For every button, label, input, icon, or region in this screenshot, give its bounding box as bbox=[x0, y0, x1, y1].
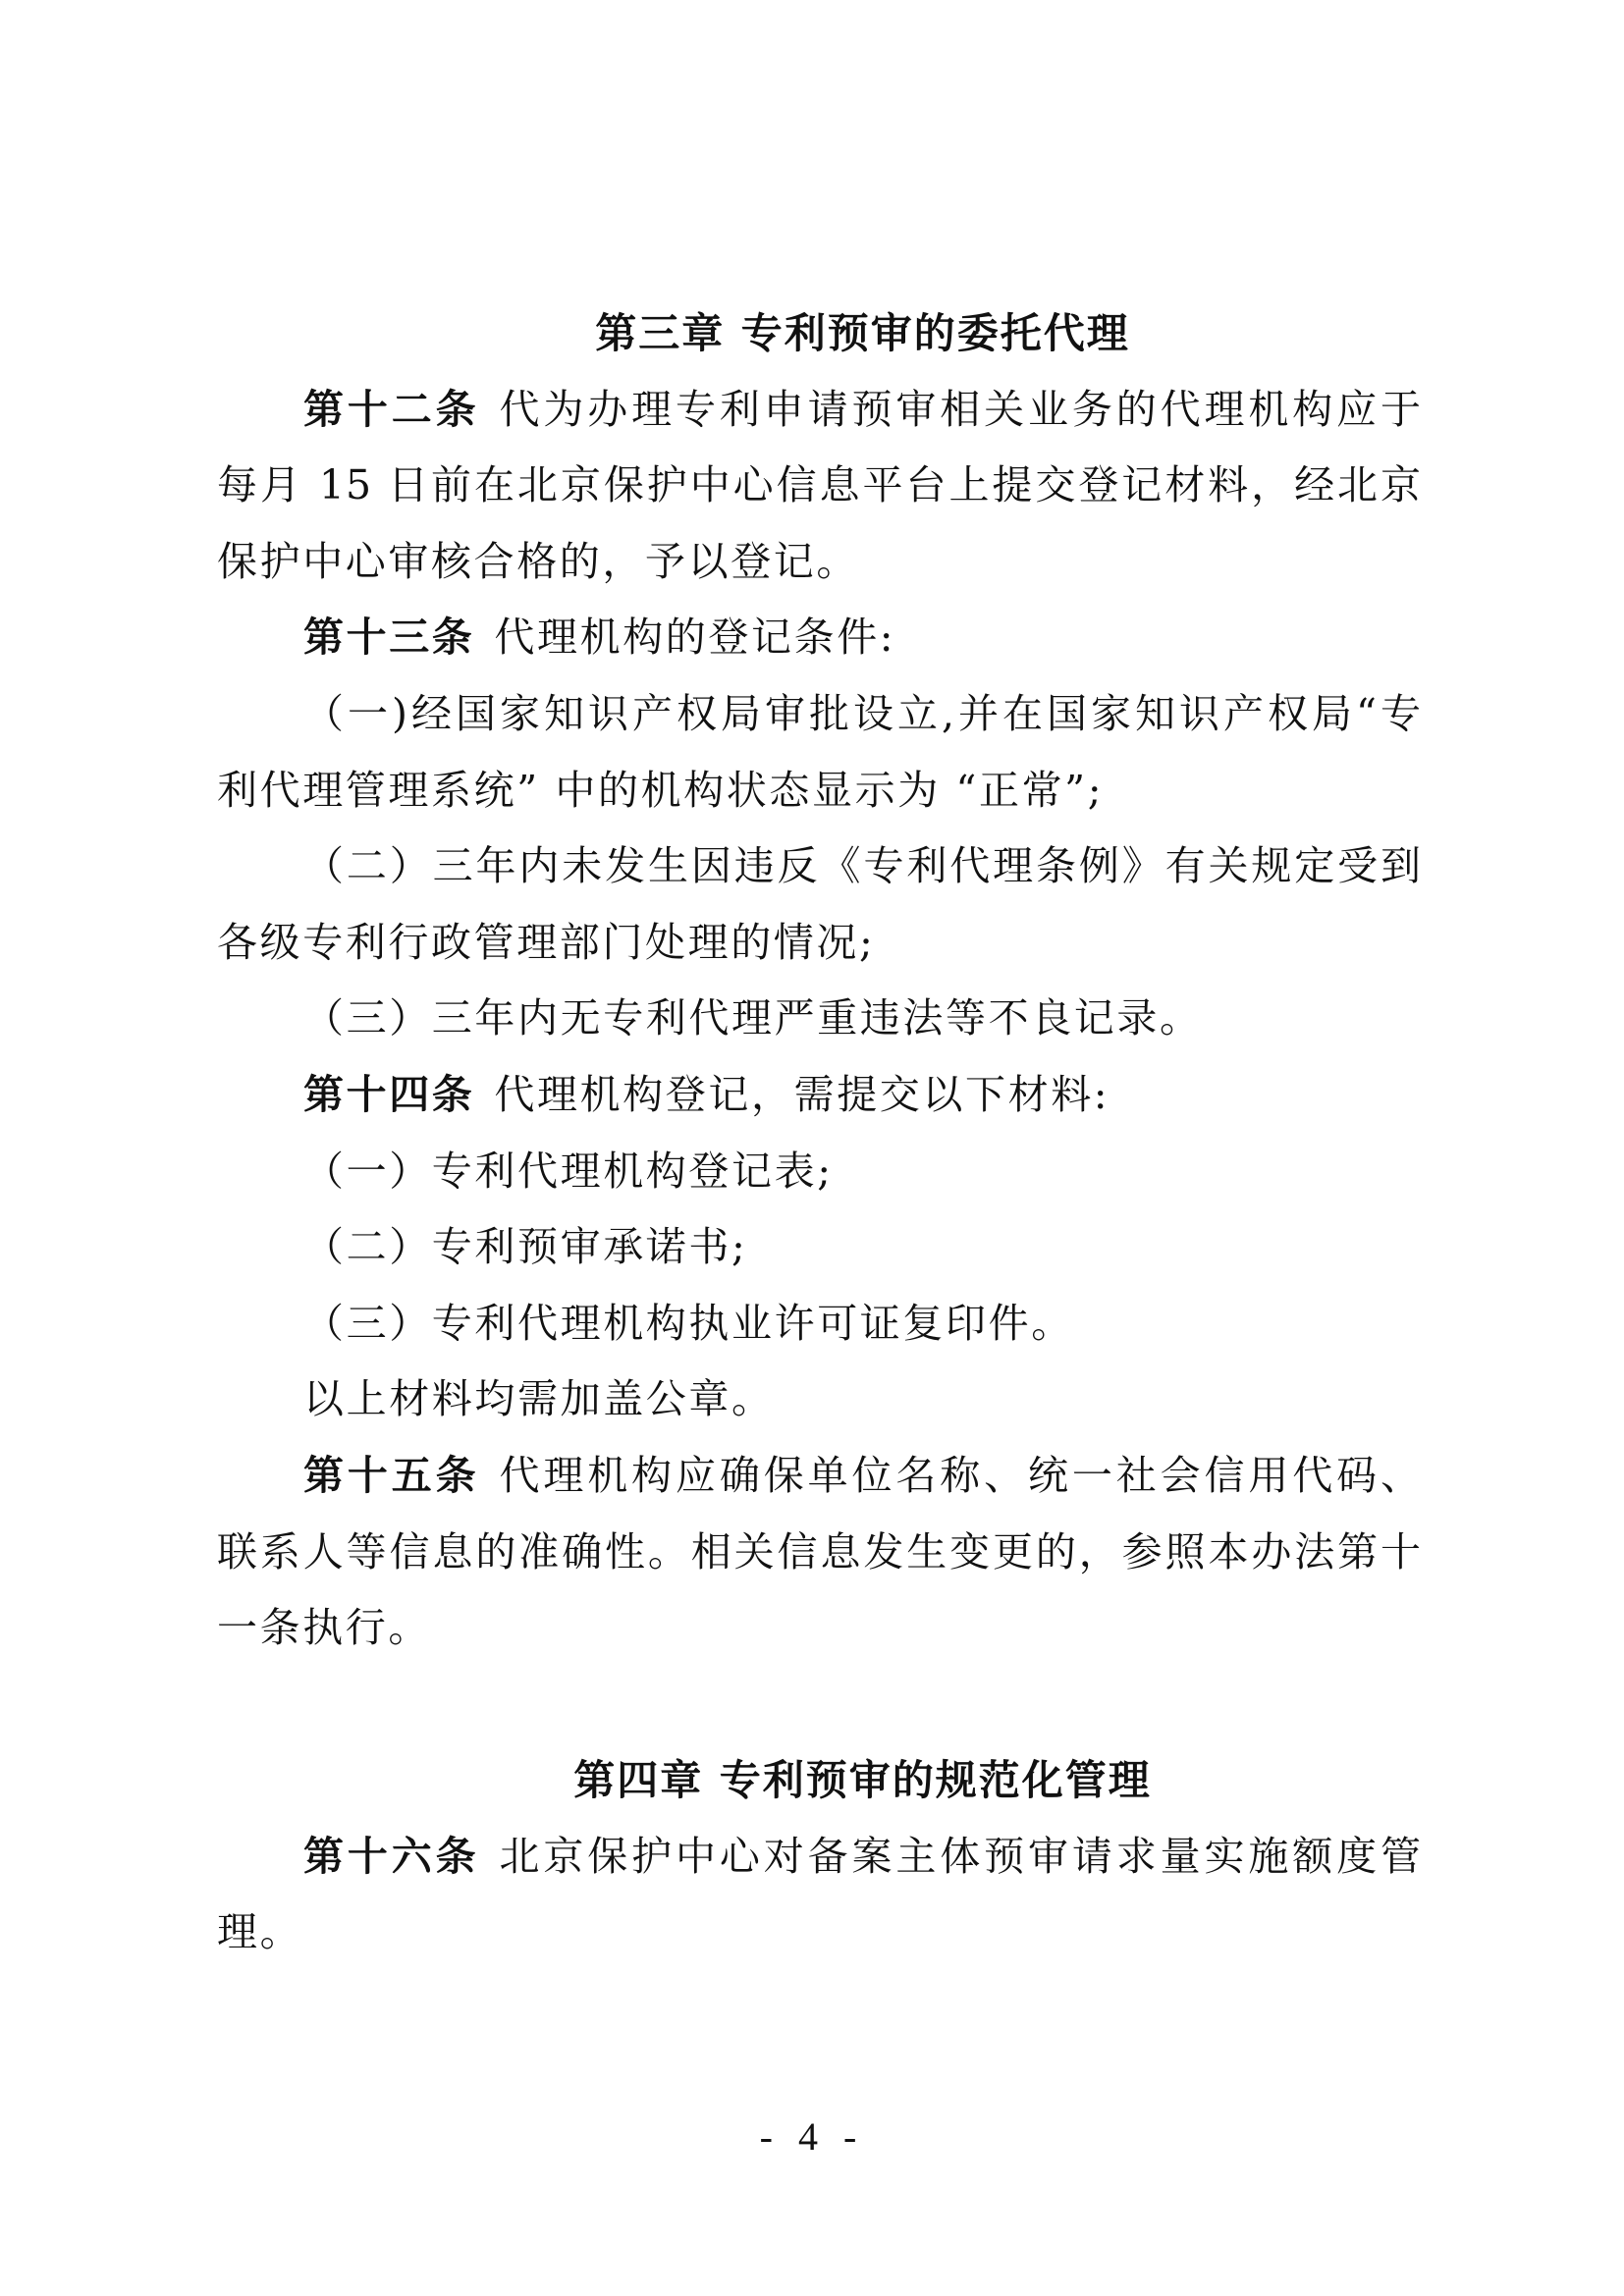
article-15-line-2: 联系人等信息的准确性。相关信息发生变更的，参照本办法第十 bbox=[217, 1527, 1422, 1575]
chapter-4-title: 第四章 专利预审的规范化管理 bbox=[573, 1756, 1152, 1805]
article-13-item-3: （三）三年内无专利代理严重违法等不良记录。 bbox=[303, 994, 1203, 1042]
article-13-item-2-line-2: 各级专利行政管理部门处理的情况; bbox=[217, 918, 876, 966]
article-14-line-1 bbox=[217, 1057, 1422, 1134]
article-15-label: 第十五条 bbox=[303, 1451, 480, 1499]
article-13-item-1-line-2: 利代理管理系统” 中的机构状态显示为 “正常”; bbox=[217, 766, 1105, 814]
article-13-line-1 bbox=[217, 600, 1422, 676]
article-13-label: 第十三条 bbox=[303, 614, 475, 662]
article-16-line-1 bbox=[217, 1819, 1422, 1896]
article-15-line-3: 一条执行。 bbox=[217, 1604, 431, 1652]
article-16-label: 第十六条 bbox=[303, 1832, 480, 1880]
article-16-line-2: 理。 bbox=[217, 1908, 303, 1956]
page-number: - 4 - bbox=[759, 2114, 865, 2159]
article-12-line-1 bbox=[217, 372, 1422, 449]
article-13-intro: 代理机构的登记条件: bbox=[494, 614, 896, 662]
article-12-text: 代为办理专利申请预审相关业务的代理机构应于 bbox=[499, 385, 1422, 433]
chapter-3-title: 第三章 专利预审的委托代理 bbox=[595, 309, 1130, 357]
article-14-item-2: （二）专利预审承诺书; bbox=[303, 1223, 748, 1271]
article-13-item-1-line-1: （一)经国家知识产权局审批设立,并在国家知识产权局“专 bbox=[303, 689, 1422, 737]
article-16-text: 北京保护中心对备案主体预审请求量实施额度管 bbox=[499, 1832, 1422, 1880]
article-14-label: 第十四条 bbox=[303, 1070, 475, 1118]
article-15-text: 代理机构应确保单位名称、统一社会信用代码、 bbox=[499, 1451, 1422, 1499]
article-14-intro: 代理机构登记，需提交以下材料: bbox=[494, 1070, 1110, 1118]
article-12-line-3: 保护中心审核合格的，予以登记。 bbox=[217, 537, 859, 585]
document-body bbox=[217, 295, 1422, 1971]
article-14-item-1: （一）专利代理机构登记表; bbox=[303, 1147, 834, 1195]
article-12-label: 第十二条 bbox=[303, 385, 480, 433]
article-15-line-1 bbox=[217, 1438, 1422, 1515]
article-14-note: 以上材料均需加盖公章。 bbox=[303, 1375, 775, 1423]
chapter-gap bbox=[217, 1667, 1422, 1743]
article-13-item-2-line-1: （二）三年内未发生因违反《专利代理条例》有关规定受到 bbox=[303, 842, 1422, 890]
article-12-line-2: 每月 15 日前在北京保护中心信息平台上提交登记材料，经北京 bbox=[217, 461, 1422, 509]
article-14-item-3: （三）专利代理机构执业许可证复印件。 bbox=[303, 1299, 1074, 1347]
